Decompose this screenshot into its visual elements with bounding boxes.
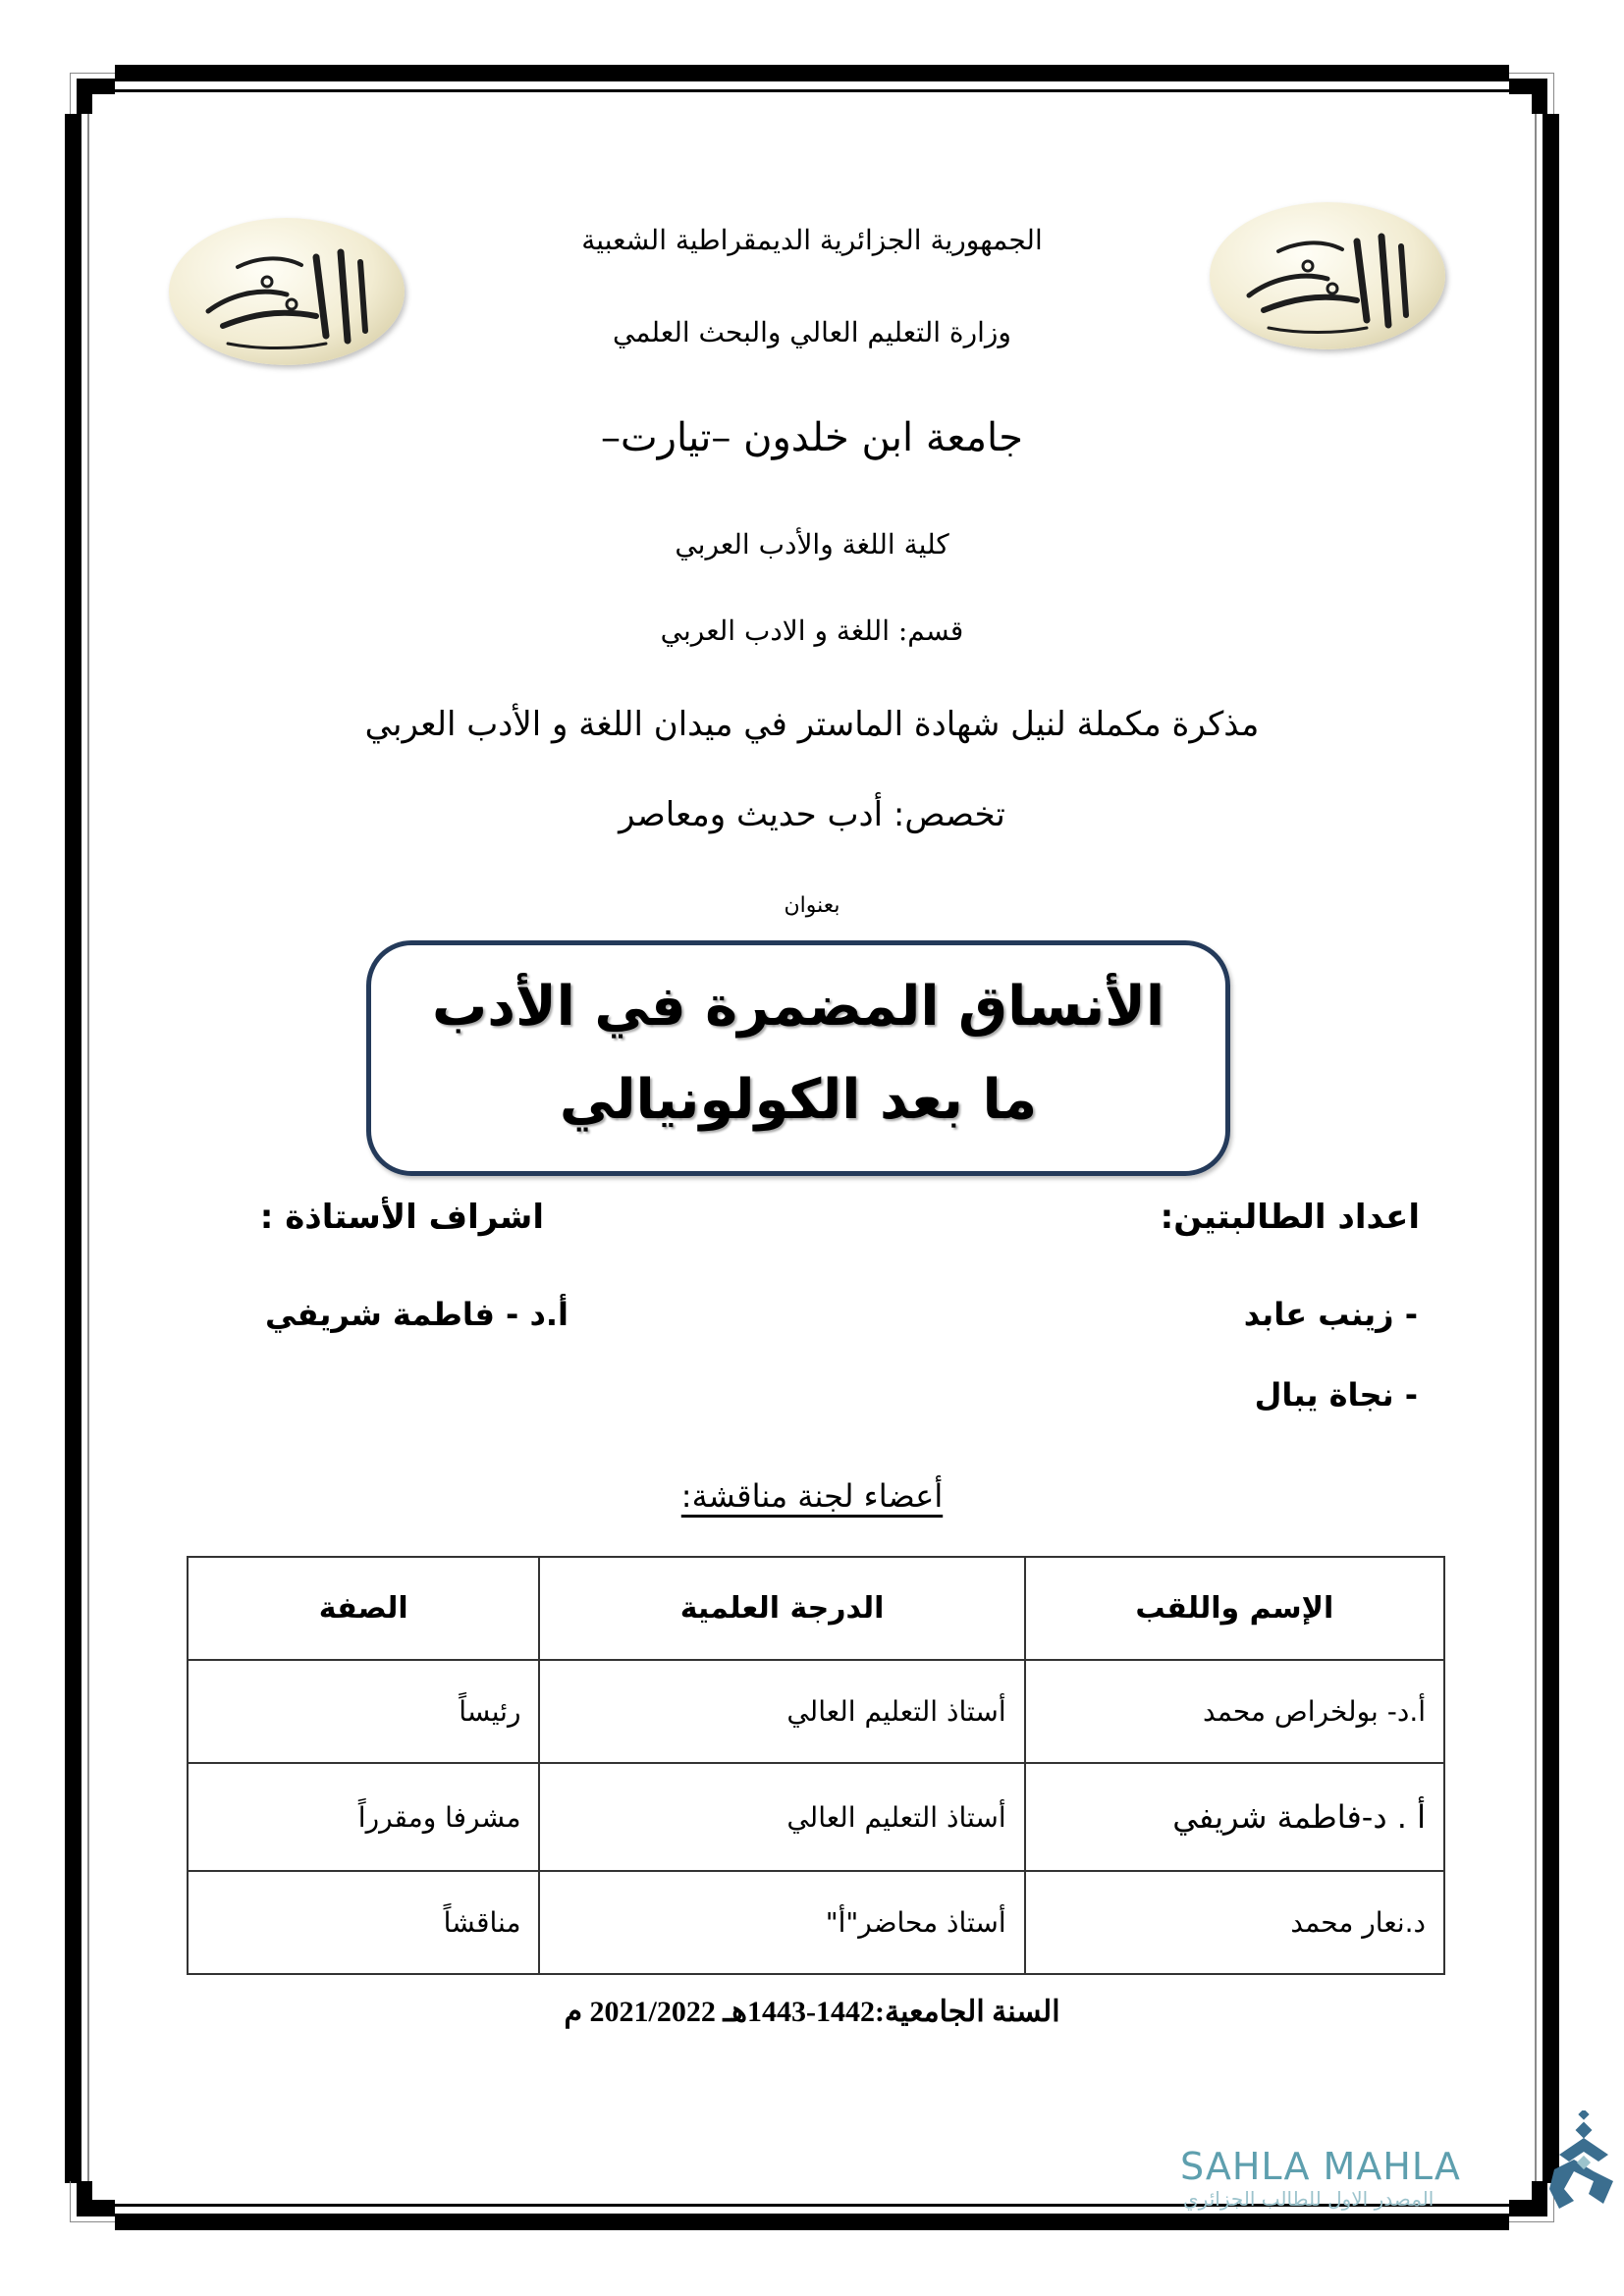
committee-heading-wrap bbox=[0, 1477, 1624, 1515]
academic-year: السنة الجامعية:1442-1443هـ 2021/2022 م bbox=[564, 1996, 1060, 2028]
title-intro: بعنوان bbox=[784, 893, 840, 918]
frame-top-bar bbox=[115, 65, 1509, 81]
student-name-1: - زينب عابد bbox=[1243, 1296, 1418, 1333]
specialization: تخصص: أدب حديث ومعاصر bbox=[619, 795, 1005, 834]
member-role: مناقشاً bbox=[188, 1871, 539, 1974]
frame-bottom-bar bbox=[115, 2214, 1509, 2230]
students-label: اعداد الطالبتين: bbox=[1160, 1198, 1420, 1237]
watermark-brand: SAHLA MAHLA bbox=[1180, 2145, 1461, 2188]
frame-corner-br-outline bbox=[1509, 2181, 1554, 2222]
member-name: أ . د-فاطمة شريفي bbox=[1025, 1763, 1444, 1871]
member-rank: أستاذ محاضر"أ" bbox=[539, 1871, 1024, 1974]
frame-corner-bl-outline bbox=[70, 2181, 115, 2222]
university-name: جامعة ابن خلدون –تيارت– bbox=[601, 415, 1023, 460]
degree-statement: مذكرة مكملة لنيل شهادة الماستر في ميدان اللغة و الأدب العربي bbox=[364, 705, 1260, 744]
frame-top-line bbox=[115, 89, 1509, 92]
supervisor-name: أ.د - فاطمة شريفي bbox=[264, 1296, 568, 1333]
table-row bbox=[188, 1660, 1444, 1763]
committee-heading: أعضاء لجنة مناقشة: bbox=[680, 1477, 944, 1515]
member-role: رئيساً bbox=[188, 1660, 539, 1763]
thesis-title-line-2: ما بعد الكولونيالي bbox=[559, 1068, 1038, 1132]
table-row bbox=[188, 1871, 1444, 1974]
column-header-name: الإسم واللقب bbox=[1025, 1557, 1444, 1660]
watermark-tagline: المصدر الاول للطالب الجزائري bbox=[1183, 2187, 1435, 2211]
column-header-role: الصفة bbox=[188, 1557, 539, 1660]
department-name: قسم: اللغة و الادب العربي bbox=[660, 614, 964, 647]
republic-name: الجمهورية الجزائرية الديمقراطية الشعبية bbox=[581, 224, 1043, 256]
ministry-name: وزارة التعليم العالي والبحث العلمي bbox=[613, 316, 1011, 348]
committee-table bbox=[187, 1556, 1445, 1975]
student-name-2: - نجاة يبال bbox=[1254, 1376, 1418, 1414]
table-header-row bbox=[188, 1557, 1444, 1660]
frame-corner-tr-outline bbox=[1509, 73, 1554, 114]
frame-corner-tl-outline bbox=[70, 73, 115, 114]
member-name: د.نعار محمد bbox=[1025, 1871, 1444, 1974]
sahla-mahla-logo-icon bbox=[1549, 2110, 1618, 2222]
member-rank: أستاذ التعليم العالي bbox=[539, 1660, 1024, 1763]
table-row bbox=[188, 1763, 1444, 1871]
supervisor-label: اشراف الأستاذة : bbox=[259, 1198, 544, 1237]
faculty-name: كلية اللغة والأدب العربي bbox=[675, 528, 949, 561]
column-header-rank: الدرجة العلمية bbox=[539, 1557, 1024, 1660]
member-rank: أستاذ التعليم العالي bbox=[539, 1763, 1024, 1871]
member-name: أ.د- بولخراص محمد bbox=[1025, 1660, 1444, 1763]
thesis-title-line-1: الأنساق المضمرة في الأدب bbox=[431, 975, 1165, 1039]
member-role: مشرفا ومقرراً bbox=[188, 1763, 539, 1871]
thesis-title-box bbox=[366, 940, 1230, 1176]
